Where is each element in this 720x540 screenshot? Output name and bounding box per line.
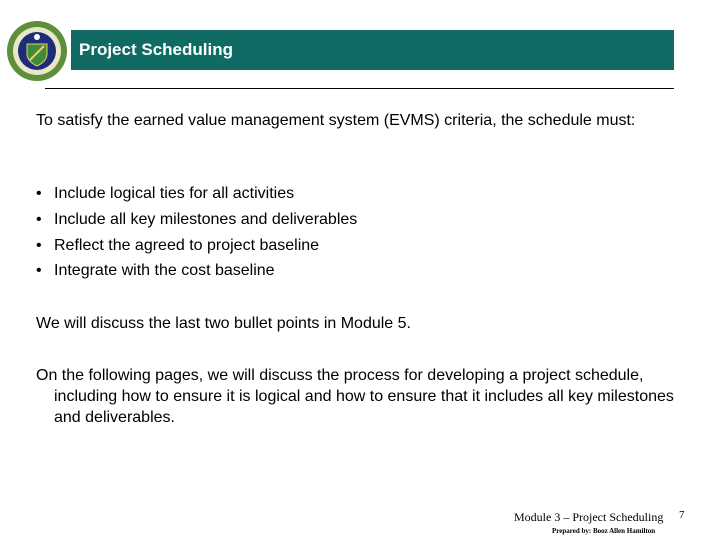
closing-text: On the following pages, we will discuss the process for developing a project schedule, including how to ensure it is logical and how to ensure that it includes all key milestones and deliverables. — [36, 367, 674, 426]
header-bar — [71, 30, 674, 70]
doe-seal-logo — [6, 20, 68, 82]
bullet-text: Include all key milestones and deliverables — [54, 211, 358, 228]
bullet-item: • Include all key milestones and deliverables — [36, 211, 358, 228]
divider — [45, 88, 674, 89]
bullet-item: • Reflect the agreed to project baseline — [36, 237, 320, 254]
bullet-text: Integrate with the cost baseline — [54, 262, 275, 279]
bullet-text: Reflect the agreed to project baseline — [54, 237, 320, 254]
intro-text: To satisfy the earned value management system (EVMS) criteria, the schedule must: — [36, 112, 636, 129]
bullet-text: Include logical ties for all activities — [54, 185, 295, 202]
footer-module: Module 3 – Project Scheduling — [514, 510, 664, 524]
note-text: We will discuss the last two bullet points in Module 5. — [36, 315, 411, 332]
page-number: 7 — [679, 509, 685, 521]
page-title: Project Scheduling — [79, 40, 233, 59]
bullet-item: • Integrate with the cost baseline — [36, 262, 275, 279]
footer-prepared-by: Prepared by: Booz Allen Hamilton — [552, 527, 656, 535]
bullet-item: • Include logical ties for all activities — [36, 185, 295, 202]
